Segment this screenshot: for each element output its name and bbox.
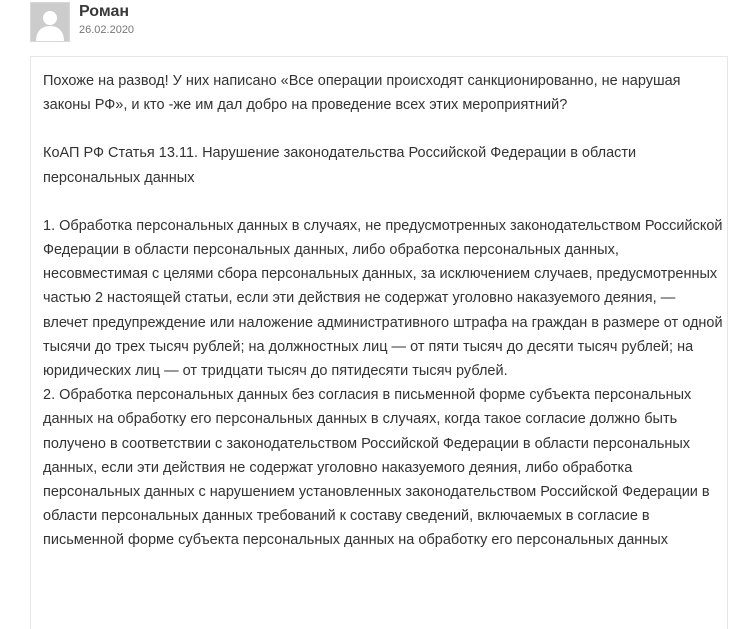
comment-paragraph-intro: Похоже на развод! У них написано «Все операции происходят санкционированно, не нарушая законы РФ», и кто -же им дал добро на проведение всех этих мероприятний? <box>43 73 681 114</box>
comment-paragraph-article-text: 1. Обработка персональных данных в случаях, не предусмотренных законодательством Российской Федерации в области персональных данных, либо обработка персональных данных, несовместимая с целями сбора персональных данных, за исключением случаев, предусмотренных частью 2 настоящей статьи, если эти действия не содержат уголовно наказуемого деяния, — влечет предупреждение или наложение административного штрафа на граждан в размере от одной тысячи до трех тысяч рублей; на должностных лиц — от пяти тысяч до десяти тысяч рублей; на юридических лиц — от тридцати тысяч до пятидесяти тысяч рублей. 2. Обработка персональных данных без согласия в письменной форме субъекта персональных данных на обработку его персональных данных в случаях, когда такое согласие должно быть получено в соответствии с законодательством Российской Федерации в области персональных данных, если эти действия не содержат уголовно наказуемого деяния, либо обработка персональных данных с нарушением установленных законодательством Российской Федерации в области персональных данных требований к составу сведений, включаемых в согласие в письменной форме субъекта персональных данных на обработку его персональных данных <box>43 217 723 549</box>
comment-body <box>43 69 723 553</box>
comment-box <box>30 56 728 629</box>
default-user-avatar-icon <box>30 2 70 42</box>
comment-date: 26.02.2020 <box>79 24 135 36</box>
comment-paragraph-article-title: КоАП РФ Статья 13.11. Нарушение законодательства Российской Федерации в области персональных данных <box>43 145 637 186</box>
comment-author[interactable]: Роман <box>79 3 130 20</box>
